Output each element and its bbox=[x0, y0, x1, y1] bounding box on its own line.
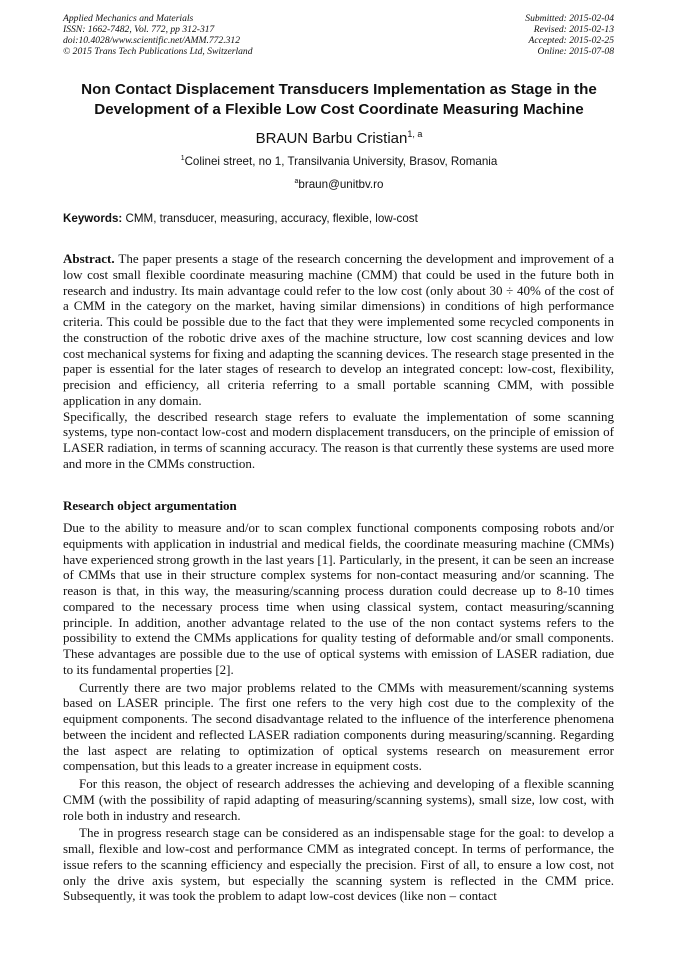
journal-name: Applied Mechanics and Materials bbox=[63, 13, 194, 24]
section-heading: Research object argumentation bbox=[63, 498, 237, 513]
submitted-date: Submitted: 2015-02-04 bbox=[525, 13, 614, 24]
accepted-date: Accepted: 2015-02-25 bbox=[528, 34, 614, 46]
author-name: BRAUN Barbu Cristian bbox=[255, 130, 408, 147]
section-body bbox=[63, 520, 614, 904]
online-date: Online: 2015-07-08 bbox=[537, 45, 614, 57]
author-sup: 1, a bbox=[407, 129, 423, 139]
body-paragraph-3: For this reason, the object of research addresses the achieving and developing of a flexible scanning CMM (with the possibility of rapid adapting of measuring/scanning systems), small size, low cost, with role both in industry and research. bbox=[63, 776, 614, 823]
abstract-paragraph-1 bbox=[63, 251, 614, 409]
issn: ISSN: 1662-7482, Vol. 772, pp 312-317 bbox=[63, 23, 215, 35]
affiliation-sup: 1 bbox=[180, 155, 185, 163]
author bbox=[0, 130, 678, 147]
email-text: braun@unitbv.ro bbox=[298, 178, 384, 191]
paper-title: Non Contact Displacement Transducers Implementation as Stage in the Development of a Flexible Low Cost Coordinate Measuring Machine bbox=[81, 81, 597, 118]
email bbox=[0, 178, 678, 191]
keywords-text: CMM, transducer, measuring, accuracy, flexible, low-cost bbox=[125, 212, 418, 225]
keywords bbox=[63, 212, 418, 225]
body-paragraph-2: Currently there are two major problems related to the CMMs with measurement/scanning systems based on LASER principle. The first one refers to the very high cost due to the complexity of the equipment components. The second disadvantage related to the influence of the interference phenomena between the incident and reflected LASER radiation components during measuring/scanning. Regarding the last aspect are relating to optimization of optical systems research on measurement error compensation, but this leads to a greater increase in equipment costs. bbox=[63, 679, 614, 774]
abstract-p1-text: The paper presents a stage of the research concerning the development and improvement of a low cost small flexible coordinate measuring machine (CMM) that could be used in the future both in research and industry. Its main advantage could refer to the low cost (only about 30 ÷ 40% of the cost of a CMM in the category on the market, having similar dimensions) in conditions of high performance criteria. This could be possible due to the fact that they were implemented some recycled components in the construction of the robotic drive axes of the machine structure, low cost scanning devices and low cost mechanical systems for fixing and adapting the scanning devices. The research stage presented in the paper is essential for the later stages of research to develop an integrated concept: low-cost, flexibility, precision and efficiency, all criteria referring to a small portable scanning CMM, with possible application in any domain. bbox=[63, 251, 614, 408]
keywords-label: Keywords: bbox=[63, 212, 123, 225]
affiliation bbox=[0, 155, 678, 168]
email-sup: a bbox=[294, 178, 299, 186]
revised-date: Revised: 2015-02-13 bbox=[533, 23, 614, 35]
body-paragraph-4: The in progress research stage can be considered as an indispensable stage for the goal: to develop a small, flexible and low-cost and performance CMM as integrated concept. In terms of performance, the issue refers to the scanning efficiency and especially the precision. First of all, to ensure a low cost, not only the drive axis system, but especially the scanning system is reflected in the CMM price. Subsequently, it was took the problem to adapt low-cost devices (like non – contact bbox=[63, 825, 614, 904]
abstract-paragraph-2: Specifically, the described research stage refers to evaluate the implementation of some scanning systems, type non-contact low-cost and modern displacement transducers, on the principle of emission of LASER radiation, in terms of scanning accuracy. The reason is that currently these systems are used more and more in the CMMs construction. bbox=[63, 408, 614, 471]
abstract-label: Abstract. bbox=[63, 251, 115, 266]
doi: doi:10.4028/www.scientific.net/AMM.772.312 bbox=[63, 34, 241, 46]
affiliation-text: Colinei street, no 1, Transilvania University, Brasov, Romania bbox=[184, 155, 498, 168]
journal-info bbox=[63, 14, 253, 58]
copyright: © 2015 Trans Tech Publications Ltd, Switzerland bbox=[63, 45, 253, 57]
abstract bbox=[63, 251, 614, 472]
dates-info bbox=[525, 14, 614, 58]
body-paragraph-1: Due to the ability to measure and/or to scan complex functional components composing robots and/or equipments with application in industrial and medical fields, the coordinate measuring machine (CMMs) have experienced strong growth in the last years [1]. Particularly, in the present, it can be seen an increase of CMMs that use in their structure complex systems for non-contact measuring and/or scanning. The reason is that, in this way, the measuring/scanning process duration could decrease up to 8-10 times compared to the necessary process time when using classical system, contact measuring/scanning principle. In addition, another advantage related to the use of the non contact systems refers to the possibility to extend the CMMs applications for quality testing of deformable and/or small components. These advantages are possible due to the use of optical systems with emission of LASER radiation, due to its fundamental properties [2]. bbox=[63, 520, 614, 677]
